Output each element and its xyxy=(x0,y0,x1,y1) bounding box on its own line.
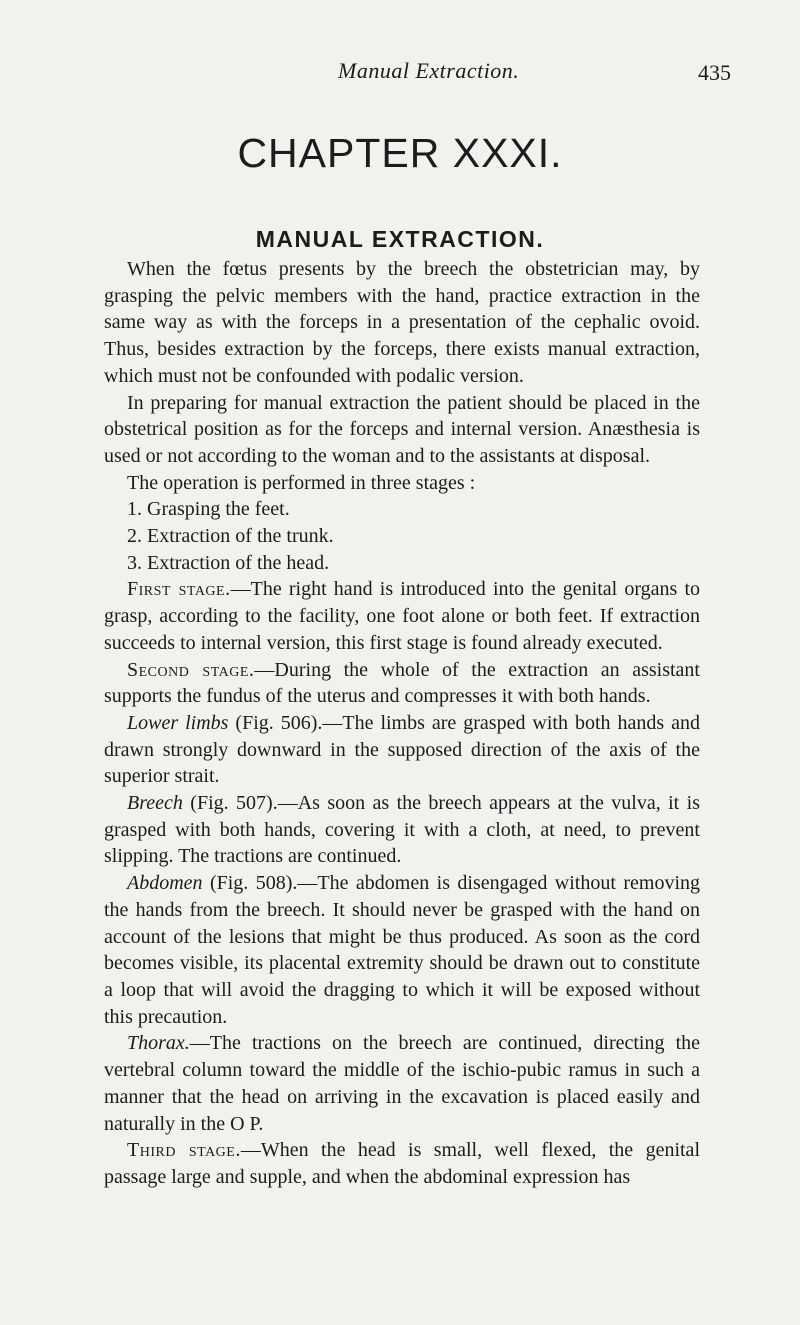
lower-limbs-label: Lower limbs xyxy=(127,711,229,734)
list-item: 3. Extraction of the head. xyxy=(127,551,330,574)
breech-label: Breech xyxy=(127,792,183,815)
chapter-title: CHAPTER XXXI. xyxy=(237,130,563,176)
first-stage-text: —The right hand is introduced into the genital organs to grasp, according to the facility, one foot alone or both feet. If extraction succeeds to internal version, this first stage is found already executed. xyxy=(104,578,701,654)
list-item: 1. Grasping the feet. xyxy=(127,498,290,521)
paragraph-first-stage xyxy=(104,576,700,656)
abdomen-text: (Fig. 508).—The abdomen is disengaged without removing the hands from the breech. It should never be grasped with the hand on account of the lesions that might be thus produced. As soon as the cord becomes visible, its placental extremity should be drawn out to constitute a loop that will avoid the dragging to which it will be exposed without this precaution. xyxy=(104,872,700,1028)
paragraph-third-stage xyxy=(104,1137,700,1190)
paragraph-thorax xyxy=(104,1030,700,1137)
thorax-label: Thorax. xyxy=(127,1032,190,1055)
page-number: 435 xyxy=(698,60,731,85)
third-stage-label: Third stage. xyxy=(127,1139,241,1162)
lower-limbs-text: (Fig. 506).—The limbs are grasped with both hands and drawn strongly downward in the supposed direction of the axis of the superior strait. xyxy=(104,711,700,788)
breech-text: (Fig. 507).—As soon as the breech appears at the vulva, it is grasped with both hands, covering it with a cloth, at need, to prevent slipping. The tractions are continued. xyxy=(104,792,700,868)
list-item: 2. Extraction of the trunk. xyxy=(127,525,334,548)
paragraph-breech xyxy=(104,790,700,870)
abdomen-label: Abdomen xyxy=(127,872,203,895)
thorax-text: —The tractions on the breech are continued, directing the vertebral column toward the middle of the ischio-pubic ramus in such a manner that the head on arriving in the excavation is placed easily and naturally in the O P. xyxy=(104,1032,700,1135)
paragraph-intro: When the fœtus presents by the breech the obstetrician may, by grasping the pelvic members with the hand, practice extraction in the same way as with the forceps in a presentation of the cephalic ovoid. Thus, besides extraction by the forceps, there exists manual extraction, which must not be confounded with podalic version. xyxy=(104,258,700,387)
paragraph-abdomen xyxy=(104,870,700,1030)
second-stage-text: —During the whole of the extraction an assistant supports the fundus of the uterus and compresses it with both hands. xyxy=(104,658,700,708)
section-title: MANUAL EXTRACTION. xyxy=(255,226,545,252)
third-stage-text: —When the head is small, well flexed, the genital passage large and supple, and when the abdominal expression has xyxy=(104,1139,700,1188)
paragraph-stages-intro: The operation is performed in three stages : xyxy=(127,471,476,494)
body-text xyxy=(104,256,700,1191)
paragraph-second-stage xyxy=(104,657,700,710)
paragraph-lower-limbs xyxy=(104,710,700,790)
first-stage-label: First stage. xyxy=(127,578,231,601)
second-stage-label: Second stage. xyxy=(127,658,255,681)
running-title: Manual Extraction. xyxy=(338,58,520,83)
running-head xyxy=(0,58,800,88)
paragraph-preparation: In preparing for manual extraction the patient should be placed in the obstetrical position as for the forceps and internal version. Anæsthesia is used or not according to the woman and to the assistants at disposal. xyxy=(104,391,700,467)
